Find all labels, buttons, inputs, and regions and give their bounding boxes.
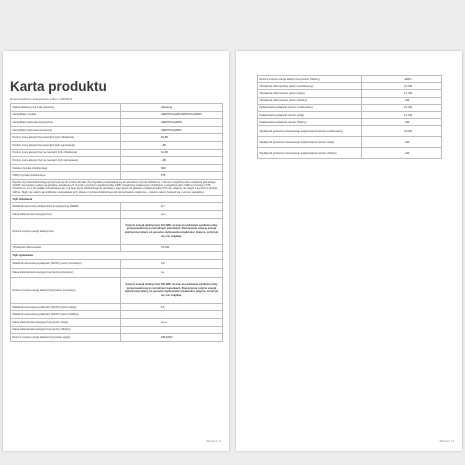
row-label: Roczne zużycie energii elektrycznej xyxy=(11,218,121,244)
table-row xyxy=(258,83,442,90)
row-value: 335 kWh/r xyxy=(121,334,223,342)
table-row xyxy=(258,111,442,118)
row-label: Poziom mocy akustycznej wewnątrz (tryb chłodzenia) xyxy=(11,134,121,142)
row-label: Deklarowana wydajność (sezon umiarkowany) xyxy=(258,104,362,111)
page-1 xyxy=(3,51,229,451)
table-row xyxy=(11,268,223,277)
row-label: Klasa efektywności energetycznej xyxy=(11,210,121,218)
row-value: AR09TXCAAWK/AR09TXCAAWKX xyxy=(121,111,223,119)
table-row xyxy=(258,126,442,137)
table-row xyxy=(258,119,442,126)
regulation-note: Rozporządzenie delegowane (UE) nr 626/2011 xyxy=(10,97,73,101)
table-row xyxy=(11,203,223,211)
table-row xyxy=(11,326,223,334)
row-label: GWP czynnika chłodniczego xyxy=(11,172,121,180)
row-label: Poziom mocy akustycznej na zewnątrz (tryb chłodzenia) xyxy=(11,149,121,157)
row-value: -kWh/r xyxy=(362,76,442,83)
table-row xyxy=(258,97,442,104)
row-value: - dB xyxy=(121,157,223,165)
row-value: AR09TXCAAWKX xyxy=(121,126,223,134)
table-row xyxy=(11,119,223,127)
table-row xyxy=(258,104,442,111)
row-value: 54 dB xyxy=(121,134,223,142)
row-label: Wydajność grzewcza rezerwowego podgrzewacza (sezon chłodny) xyxy=(258,148,362,159)
row-label: Wskaźnik sezonowej wydajności (SCOP) (sezon ciepły) xyxy=(11,303,121,311)
row-label: Identyfikator modelu xyxy=(11,111,121,119)
row-value: 1,1 kW xyxy=(362,90,442,97)
table-row xyxy=(11,218,223,244)
row-label: Obciążenie obliczeniowe (sezon chłodny) xyxy=(258,97,362,104)
table-row xyxy=(11,334,223,342)
table-row xyxy=(11,126,223,134)
row-value: 2,1 kW xyxy=(362,104,442,111)
row-label: Poziom mocy akustycznej na zewnątrz (tryb ogrzewania) xyxy=(11,157,121,165)
section-header-cooling xyxy=(11,195,223,203)
row-value: - xyxy=(121,326,223,334)
refrigerant-warning-text: Wyciek czynnika chłodniczego przyczynia się do zmiany klimatu. W przypadku przedostania się do atmosfery czynnik chłodniczy o niższym współczynniku ocieplenia globalnego (GWP) ma mniejszy wpływ na globalne ocieplenie niż czynnik o wyższym współczynniku GWP. Urządzenie zawiera płyn chłodniczy o współczynniku GWP wynoszącym 675. Oznacza to, że w przypadku przedostania się 1 kg tego płynu chłodniczego do atmosfery, jego wpływ na globalne ocieplenie byłby 675 razy większy niż wpływ 1 kg CO2 w okresie 100 lat. Nigdy nie należy samodzielnie manipulować przy obiegu czynnika chłodniczego lub demontować urządzenia – zawsze należy zwracać się o pomoc specjalisty. xyxy=(11,179,223,195)
row-value: A+++ xyxy=(121,318,223,326)
page-number: Strona 1 / 2 xyxy=(206,439,221,443)
row-value: 4,0 xyxy=(121,259,223,268)
row-label: Deklarowana wydajność (sezon ciepły) xyxy=(258,111,362,118)
row-label: Obciążenie obliczeniowe (sezon ciepły) xyxy=(258,90,362,97)
table-row xyxy=(11,157,223,165)
row-label: Roczne zużycie energii elektrycznej (sezon chłodny) xyxy=(258,76,362,83)
row-value: R32 xyxy=(121,164,223,172)
row-value: - kW xyxy=(362,119,442,126)
section-header-heating xyxy=(11,252,223,260)
row-label: Identyfikator jednostki zewnętrznej xyxy=(11,126,121,134)
table-row xyxy=(11,111,223,119)
table-row xyxy=(258,90,442,97)
row-label: Nazwa dostawcy lub znak towarowy xyxy=(11,104,121,112)
product-sheet-table xyxy=(10,103,223,342)
table-row xyxy=(11,104,223,112)
page-number: Strona 2 / 2 xyxy=(439,439,454,443)
row-value: - kW xyxy=(362,97,442,104)
table-row xyxy=(258,76,442,83)
row-value: Samsung xyxy=(121,104,223,112)
row-label: Klasa efektywności energetycznej (sezon ciepły) xyxy=(11,318,121,326)
row-value: - xyxy=(121,311,223,319)
product-sheet-table-continued xyxy=(257,75,442,159)
page-2 xyxy=(236,51,462,451)
row-value: AR09TXCAAWKN xyxy=(121,119,223,127)
row-value: - kW xyxy=(362,137,442,148)
row-label: Wydajność grzewcza rezerwowego podgrzewacza (sezon umiarkowany) xyxy=(258,126,362,137)
table-row xyxy=(258,137,442,148)
row-value: 6,7 xyxy=(121,203,223,211)
section-header-heating-text: Tryb ogrzewania xyxy=(11,252,223,260)
row-label: Klasa efektywności energetycznej (sezon przeciętny) xyxy=(11,268,121,277)
row-label: Klasa efektywności energetycznej (sezon chłodny) xyxy=(11,326,121,334)
table-row xyxy=(11,244,223,252)
row-label: Poziom mocy akustycznej wewnątrz (tryb ogrzewania) xyxy=(11,141,121,149)
row-value: Zużycie energii elektrycznej 131 kWh rocznie na podstawie wyników próby przeprowadzonej w normalnych warunkach. Rzeczywiste zużycie energii elektrycznej zależy od sposobu użytkowania urządzenia i miejsca, w którym się ono znajduje. xyxy=(121,218,223,244)
row-value: - kW xyxy=(362,148,442,159)
table-row xyxy=(11,311,223,319)
row-value: A++ xyxy=(121,210,223,218)
section-header-cooling-text: Tryb chłodzenia xyxy=(11,195,223,203)
row-value: 675 xyxy=(121,172,223,180)
table-row xyxy=(11,210,223,218)
row-label: Identyfikator jednostki wewnętrznej xyxy=(11,119,121,127)
row-label: Wydajność grzewcza rezerwowego podgrzewacza (sezon ciepły) xyxy=(258,137,362,148)
row-label: Obciążenie obliczeniowe xyxy=(11,244,121,252)
row-value: 61 dB xyxy=(121,149,223,157)
table-row xyxy=(258,148,442,159)
page-title: Karta produktu xyxy=(10,79,107,94)
table-row xyxy=(11,277,223,303)
row-label: Obciążenie obliczeniowe (sezon umiarkowany) xyxy=(258,83,362,90)
table-row xyxy=(11,318,223,326)
row-value: 2,1 kW xyxy=(362,83,442,90)
row-value: Zużycie energii elektrycznej 735 kWh rocznie na podstawie wyników próby przeprowadzonej w normalnych warunkach. Rzeczywiste zużycie energii elektrycznej zależy od sposobu użytkowania urządzenia i miejsca, w którym się ono znajduje. xyxy=(121,277,223,303)
refrigerant-warning xyxy=(11,179,223,195)
row-value: 5,1 xyxy=(121,303,223,311)
row-value: 1,1 kW xyxy=(362,111,442,118)
row-label: Roczne zużycie energii elektrycznej (sezon przeciętny) xyxy=(11,277,121,303)
row-value: 0,0 kW xyxy=(362,126,442,137)
table-row xyxy=(11,303,223,311)
table-row xyxy=(11,141,223,149)
table-row xyxy=(11,134,223,142)
row-label: Deklarowana wydajność (sezon chłodny) xyxy=(258,119,362,126)
table-row xyxy=(11,164,223,172)
row-value: - dB xyxy=(121,141,223,149)
row-label: Nazwa czynnika chłodniczego xyxy=(11,164,121,172)
table-row xyxy=(11,259,223,268)
row-label: Wskaźnik sezonowej wydajności (SCOP) (sezon przeciętny) xyxy=(11,259,121,268)
row-label: Roczne zużycie energii elektrycznej (sezon ciepły) xyxy=(11,334,121,342)
row-value: 2,5 kW xyxy=(121,244,223,252)
row-label: Wskaźnik sezonowej efektywności energetycznej (SEER) xyxy=(11,203,121,211)
row-label: Wskaźnik sezonowej wydajności (SCOP) (sezon chłodny) xyxy=(11,311,121,319)
table-row xyxy=(11,149,223,157)
row-value: A+ xyxy=(121,268,223,277)
table-row xyxy=(11,172,223,180)
